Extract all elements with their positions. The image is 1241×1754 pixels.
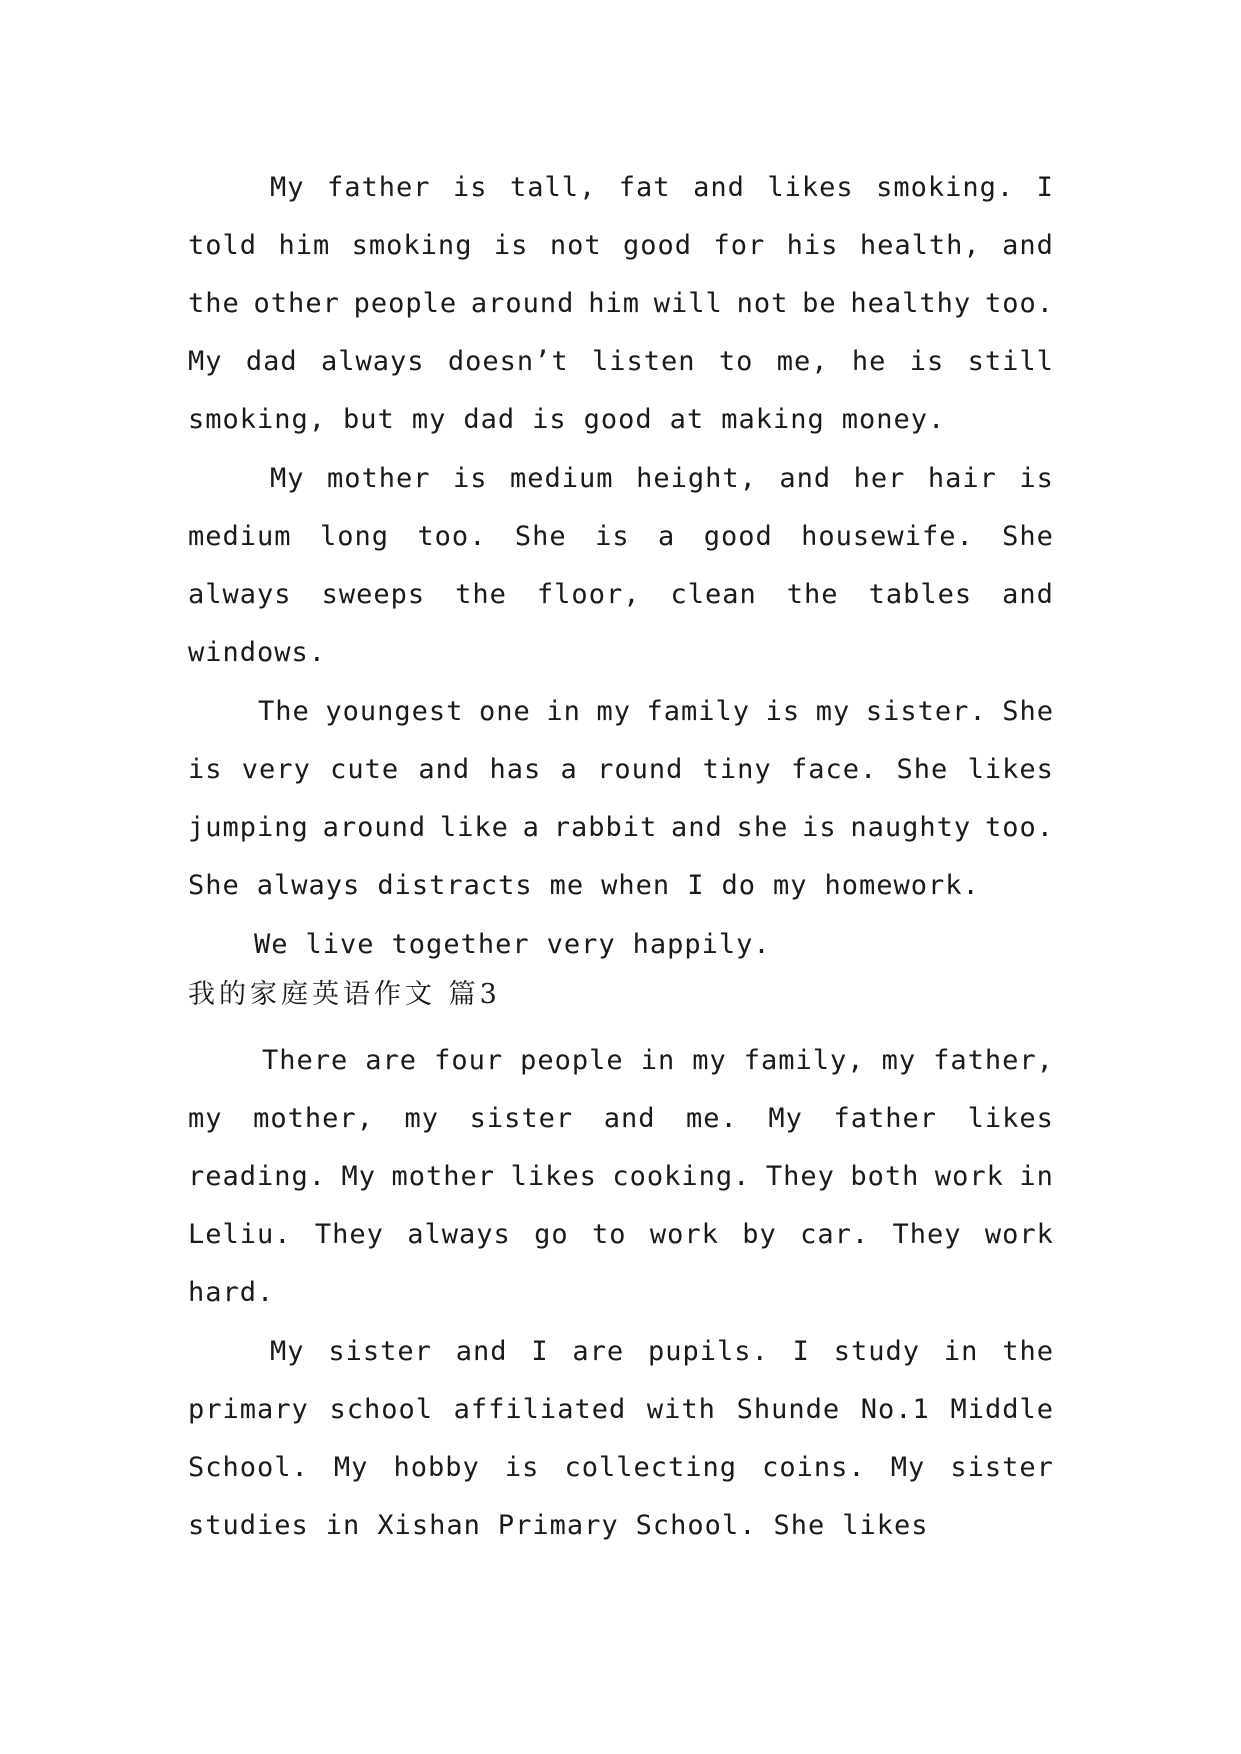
word: people xyxy=(353,288,458,319)
word: my xyxy=(404,1103,439,1134)
word: My xyxy=(341,1161,377,1192)
word: My xyxy=(270,1336,305,1367)
word: not xyxy=(736,288,789,319)
word: she xyxy=(736,812,789,843)
word: studies xyxy=(188,1510,309,1541)
word: is xyxy=(188,754,223,785)
word: She xyxy=(188,870,240,901)
word: clean xyxy=(670,579,757,610)
word: sweeps xyxy=(321,579,426,610)
word: live xyxy=(305,929,375,960)
word: both xyxy=(850,1161,920,1192)
word: study xyxy=(833,1336,921,1367)
word: reading. xyxy=(188,1161,327,1192)
word: school xyxy=(329,1394,433,1425)
word: windows. xyxy=(188,637,327,668)
word: dad xyxy=(463,404,516,435)
word: my xyxy=(692,1045,727,1076)
word: youngest xyxy=(325,696,464,727)
word: My xyxy=(270,463,305,494)
word: work xyxy=(649,1219,719,1250)
word: with xyxy=(646,1394,716,1425)
word: one xyxy=(478,696,531,727)
word: me, xyxy=(776,346,829,377)
word: me. xyxy=(686,1103,738,1134)
word: him xyxy=(278,230,331,261)
word: too. xyxy=(984,288,1054,319)
text-line xyxy=(188,1506,1054,1546)
word: is xyxy=(532,404,567,435)
word: coins. xyxy=(762,1452,866,1483)
word: always xyxy=(320,346,425,377)
word: doesn’t xyxy=(447,346,569,377)
word: father xyxy=(833,1103,938,1134)
word: and xyxy=(418,754,471,785)
word: and xyxy=(1002,230,1054,261)
word: work xyxy=(934,1161,1004,1192)
word: collecting xyxy=(564,1452,738,1483)
word: for xyxy=(713,230,766,261)
text-line xyxy=(188,400,1054,440)
word: go xyxy=(534,1219,569,1250)
word: likes xyxy=(842,1510,929,1541)
word: when xyxy=(601,870,671,901)
text-line xyxy=(270,1332,1054,1372)
word: always xyxy=(256,870,361,901)
word: She xyxy=(1002,696,1054,727)
text-line xyxy=(188,1215,1054,1255)
text-line xyxy=(188,633,1054,673)
word: She xyxy=(896,754,949,785)
word: is xyxy=(765,696,801,727)
word: other xyxy=(253,288,340,319)
word: hair xyxy=(927,463,997,494)
word: Middle xyxy=(950,1394,1054,1425)
word: smoking, xyxy=(188,404,327,435)
word: and xyxy=(671,812,723,843)
word: tables xyxy=(868,579,973,610)
word: very xyxy=(546,929,616,960)
word: my xyxy=(815,696,851,727)
word: My xyxy=(890,1452,926,1483)
text-line xyxy=(188,517,1054,557)
word: likes xyxy=(510,1161,597,1192)
word: smoking xyxy=(351,230,473,261)
word: my xyxy=(411,404,447,435)
word: She xyxy=(514,521,567,552)
word: is xyxy=(595,521,630,552)
word: My xyxy=(768,1103,803,1134)
word: will xyxy=(653,288,723,319)
word: are xyxy=(572,1336,625,1367)
word: tall, xyxy=(510,172,597,203)
word: Shunde xyxy=(736,1394,841,1425)
word: good xyxy=(703,521,773,552)
word: homework. xyxy=(824,870,980,901)
word: round xyxy=(597,754,684,785)
word: family, xyxy=(743,1045,865,1076)
word: I xyxy=(792,1336,810,1367)
word: good xyxy=(623,230,693,261)
word: good xyxy=(583,404,653,435)
word: healthy xyxy=(850,288,972,319)
word: my xyxy=(596,696,631,727)
word: like xyxy=(439,812,509,843)
word: likes xyxy=(767,172,854,203)
text-line xyxy=(270,459,1054,499)
word: is xyxy=(802,812,837,843)
text-line xyxy=(188,1157,1054,1197)
word: We xyxy=(254,929,289,960)
word: car. xyxy=(800,1219,870,1250)
text-line xyxy=(188,1099,1054,1139)
word: cute xyxy=(330,754,400,785)
word: very xyxy=(241,754,311,785)
text-line xyxy=(188,808,1054,848)
word: is xyxy=(493,230,529,261)
word: he xyxy=(851,346,887,377)
word: mother xyxy=(327,463,431,494)
word: and xyxy=(779,463,832,494)
word: people xyxy=(520,1045,624,1076)
text-line xyxy=(188,575,1054,615)
word: in xyxy=(1019,1161,1054,1192)
text-line xyxy=(188,342,1054,382)
word: rabbit xyxy=(553,812,658,843)
word: four xyxy=(434,1045,504,1076)
word: They xyxy=(892,1219,962,1250)
word: My xyxy=(333,1452,369,1483)
word: distracts xyxy=(377,870,533,901)
word: affiliated xyxy=(453,1394,627,1425)
word: is xyxy=(909,346,945,377)
text-line xyxy=(188,1448,1054,1488)
word: and xyxy=(1002,579,1054,610)
word: to xyxy=(718,346,754,377)
section-heading: 我的家庭英语作文 篇3 xyxy=(188,979,501,1010)
word: always xyxy=(407,1219,511,1250)
word: has xyxy=(489,754,542,785)
word: hobby xyxy=(393,1452,480,1483)
text-line xyxy=(254,925,1054,965)
word: a xyxy=(522,812,540,843)
word: money. xyxy=(841,404,946,435)
word: School. xyxy=(188,1452,309,1483)
word: is xyxy=(1019,463,1054,494)
word: likes xyxy=(967,754,1054,785)
word: father, xyxy=(933,1045,1054,1076)
word: There xyxy=(262,1045,349,1076)
word: jumping xyxy=(188,812,309,843)
text-line xyxy=(188,750,1054,790)
word: the xyxy=(786,579,839,610)
word: Primary xyxy=(497,1510,619,1541)
word: her xyxy=(853,463,906,494)
text-line xyxy=(258,692,1054,732)
word: Leliu. xyxy=(188,1219,292,1250)
word: too. xyxy=(984,812,1054,843)
word: together xyxy=(391,929,530,960)
word: I xyxy=(531,1336,549,1367)
word: housewife. xyxy=(801,521,974,552)
text-line xyxy=(188,1390,1054,1430)
word: mother xyxy=(391,1161,496,1192)
word: and xyxy=(693,172,745,203)
word: in xyxy=(943,1336,979,1367)
word: and xyxy=(603,1103,656,1134)
word: his xyxy=(786,230,839,261)
word: is xyxy=(453,172,488,203)
word: smoking. xyxy=(876,172,1015,203)
word: do xyxy=(721,870,756,901)
word: my xyxy=(881,1045,917,1076)
word: long xyxy=(319,521,389,552)
word: floor, xyxy=(536,579,641,610)
word: cooking. xyxy=(612,1161,751,1192)
word: sister xyxy=(328,1336,432,1367)
word: still xyxy=(967,346,1054,377)
word: happily. xyxy=(632,929,771,960)
word: The xyxy=(258,696,310,727)
word: a xyxy=(658,521,676,552)
word: health, xyxy=(859,230,981,261)
word: My xyxy=(188,346,223,377)
word: the xyxy=(188,288,240,319)
text-line xyxy=(262,1041,1054,1081)
word: in xyxy=(546,696,581,727)
word: but xyxy=(343,404,395,435)
word: in xyxy=(640,1045,676,1076)
word: too. xyxy=(417,521,487,552)
word: told xyxy=(188,230,258,261)
word: sister xyxy=(469,1103,574,1134)
word: height, xyxy=(636,463,757,494)
word: My xyxy=(270,172,305,203)
word: dad xyxy=(245,346,298,377)
word: my xyxy=(188,1103,223,1134)
word: medium xyxy=(510,463,614,494)
word: always xyxy=(188,579,292,610)
word: a xyxy=(560,754,578,785)
word: at xyxy=(669,404,705,435)
word: is xyxy=(504,1452,540,1483)
word: They xyxy=(765,1161,835,1192)
word: I xyxy=(687,870,705,901)
word: is xyxy=(453,463,488,494)
word: They xyxy=(314,1219,384,1250)
word: me xyxy=(549,870,585,901)
word: around xyxy=(322,812,427,843)
word: the xyxy=(455,579,507,610)
word: medium xyxy=(188,521,292,552)
word: listen xyxy=(592,346,696,377)
word: and xyxy=(455,1336,508,1367)
word: fat xyxy=(618,172,671,203)
word: my xyxy=(772,870,808,901)
word: to xyxy=(592,1219,627,1250)
word: hard. xyxy=(188,1277,275,1308)
word: making xyxy=(721,404,825,435)
text-line xyxy=(270,168,1054,208)
text-line xyxy=(188,226,1054,266)
word: School. xyxy=(635,1510,757,1541)
word: around xyxy=(470,288,575,319)
word: She xyxy=(773,1510,826,1541)
word: not xyxy=(549,230,602,261)
word: the xyxy=(1002,1336,1054,1367)
word: I xyxy=(1036,172,1054,203)
word: No.1 xyxy=(860,1394,930,1425)
word: likes xyxy=(967,1103,1054,1134)
word: father xyxy=(327,172,431,203)
word: sister. xyxy=(865,696,987,727)
text-line xyxy=(188,866,1054,906)
word: tiny xyxy=(702,754,772,785)
word: him xyxy=(588,288,640,319)
word: work xyxy=(984,1219,1054,1250)
word: sister xyxy=(950,1452,1054,1483)
word: mother, xyxy=(253,1103,374,1134)
word: by xyxy=(742,1219,777,1250)
word: are xyxy=(365,1045,418,1076)
word: She xyxy=(1002,521,1054,552)
word: Xishan xyxy=(377,1510,481,1541)
text-line xyxy=(188,284,1054,324)
word: primary xyxy=(188,1394,309,1425)
word: pupils. xyxy=(648,1336,769,1367)
word: face. xyxy=(790,754,878,785)
word: family xyxy=(646,696,751,727)
text-line xyxy=(188,1273,1054,1313)
word: naughty xyxy=(850,812,972,843)
word: be xyxy=(802,288,837,319)
word: in xyxy=(325,1510,361,1541)
